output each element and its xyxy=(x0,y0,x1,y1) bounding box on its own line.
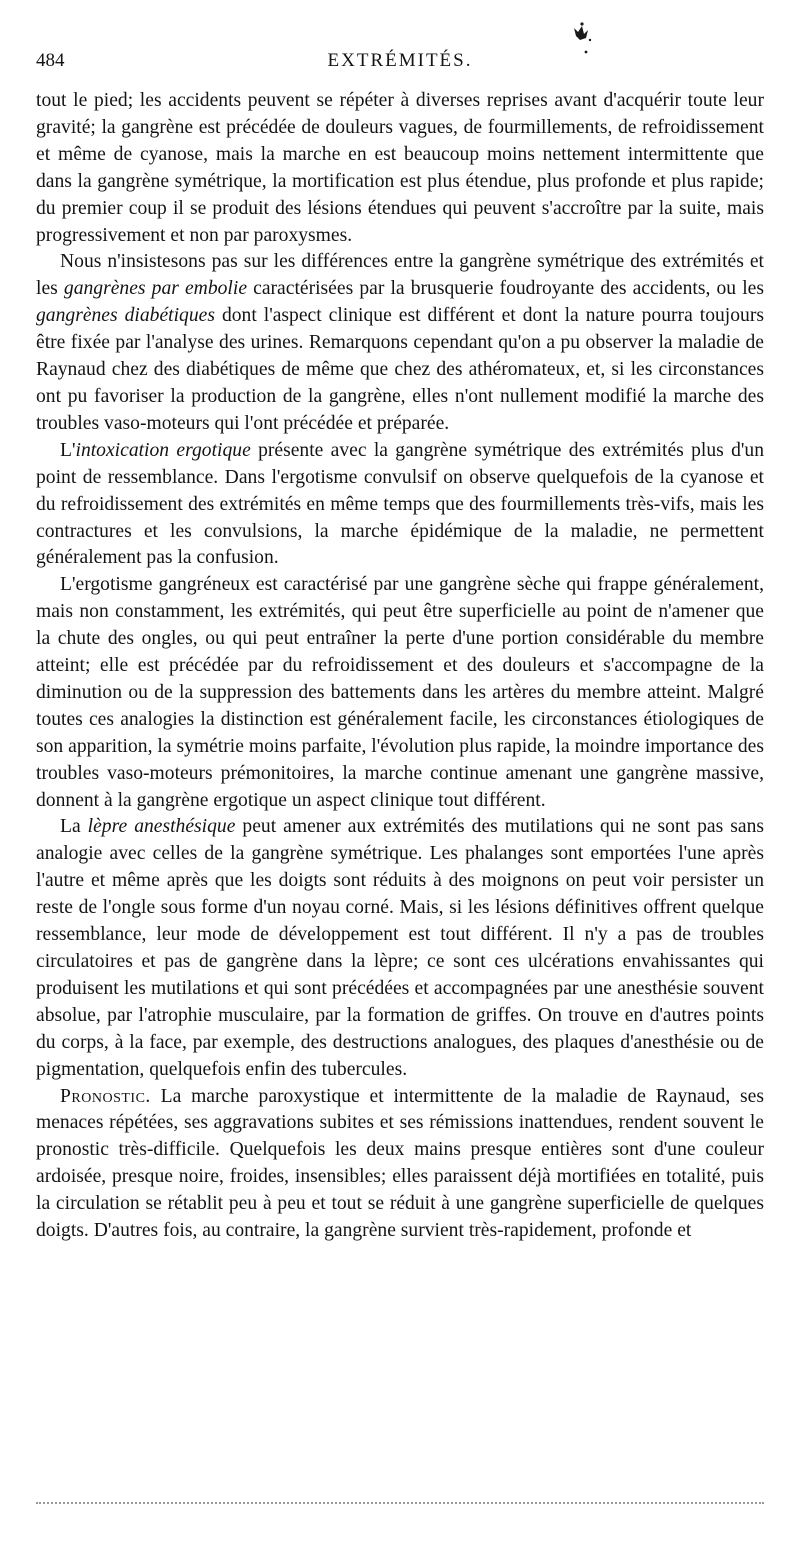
text-run: La marche paroxystique et intermittente de la maladie de Raynaud, ses menaces répétées, ses aggravations subites et ses rémissions inattendues, rendent souvent le pronostic très-difficile. Quelquefois les deux mains presque entières sont d'une couleur ardoisée, presque noire, froides, insensibles; elles paraissent déjà mortifiées en totalité, puis la circulation se rétablit peu à peu et tout se réduit à une gangrène superficielle de quelques doigts. D'autres fois, au contraire, la gangrène survient très-rapidement, profonde et xyxy=(36,1085,764,1242)
text-run: dont l'aspect clinique est différent et dont la nature pourra toujours être fixée par l'analyse des urines. Remarquons cependant qu'on a pu observer la maladie de Raynaud chez des diabétiques de même que chez des athéromateux, et, si les circonstances ont pu favoriser la production de la gangrène, elles n'ont nullement modifié la marche des troubles vaso-moteurs qui l'ont précédée et préparée. xyxy=(36,305,764,434)
paragraph xyxy=(36,1084,764,1245)
page-number: 484 xyxy=(36,50,65,71)
paragraph xyxy=(36,249,764,437)
paragraph xyxy=(36,88,764,249)
text-run: L'ergotisme gangréneux est caractérisé par une gangrène sèche qui frappe généralement, mais non constamment, les extrémités, qui peut être superficielle au point de n'amener que la chute des ongles, ou qui peut entraîner la perte d'une portion considérable du membre atteint; elle est précédée par du refroidissement et des douleurs et s'accompagne de la diminution ou de la suppression des battements dans les artères du membre atteint. Malgré toutes ces analogies la distinction est généralement facile, les circonstances étiologiques de son apparition, la symétrie moins parfaite, l'évolution plus rapide, la moindre importance des troubles vaso-moteurs prémonitoires, la marche continue amenant une gangrène massive, donnent à la gangrène ergotique un aspect clinique tout différent. xyxy=(36,574,764,811)
text-run: Nous n'insistesons pas sur les différences entre la gangrène symétrique des extrémités et les xyxy=(36,251,764,300)
page-header xyxy=(36,50,764,80)
italic-term: intoxication ergotique xyxy=(75,439,251,461)
bottom-rule xyxy=(36,1502,764,1504)
text-run: L' xyxy=(60,439,76,461)
body-text xyxy=(36,88,764,1245)
ink-blot-mark xyxy=(560,18,600,58)
text-run: caractérisées par la brusquerie foudroyante des accidents, ou les xyxy=(247,278,764,300)
running-head: EXTRÉMITÉS. xyxy=(327,50,473,71)
paragraph xyxy=(36,438,764,573)
italic-term: gangrènes par embolie xyxy=(63,278,248,300)
italic-term: lèpre anesthésique xyxy=(87,816,236,838)
text-run: La xyxy=(60,816,88,838)
paragraph xyxy=(36,572,764,814)
italic-term: gangrènes diabétiques xyxy=(36,305,215,327)
text-run: présente avec la gangrène symétrique des extrémités plus d'un point de ressemblance. Dans l'ergotisme convulsif on observe quelquefois de la cyanose et du refroidissement des extrémités en même temps que des fourmillements très-vifs, mais les contractures et les convulsions, la marche épidémique de la maladie, ne permettent généralement pas la confusion. xyxy=(36,439,764,569)
paragraph xyxy=(36,814,764,1083)
section-heading: Pronostic. xyxy=(60,1085,151,1107)
text-run: tout le pied; les accidents peuvent se répéter à diverses reprises avant d'acquérir toute leur gravité; la gangrène est précédée de douleurs vagues, de fourmillements, de refroidissement et même de cyanose, mais la marche en est beaucoup moins nettement intermittente que dans la gangrène symétrique, la mortification est plus étendue, plus profonde et plus rapide; du premier coup il se produit des lésions étendues qui peuvent s'accroître par la suite, mais progressivement et non par paroxysmes. xyxy=(36,90,764,246)
text-run: peut amener aux extrémités des mutilations qui ne sont pas sans analogie avec celles de la gangrène symétrique. Les phalanges sont emportées l'une après l'autre et même après que les doigts sont réduits à des moignons on peut voir persister un reste de l'ongle sous forme d'un noyau corné. Mais, si les lésions définitives offrent quelque ressemblance, leur mode de développement est tout différent. Il n'y a pas de troubles circulatoires et pas de gangrène dans la lèpre; ce sont ces ulcérations envahissantes qui produisent les mutilations et qui sont précédées et accompagnées par une anesthésie souvent absolue, par l'atrophie musculaire, par la formation de griffes. On trouve en d'autres points du corps, à la face, par exemple, des destructions analogues, des plaques d'anesthésie ou de pigmentation, quelquefois enfin des tubercules. xyxy=(36,816,764,1080)
